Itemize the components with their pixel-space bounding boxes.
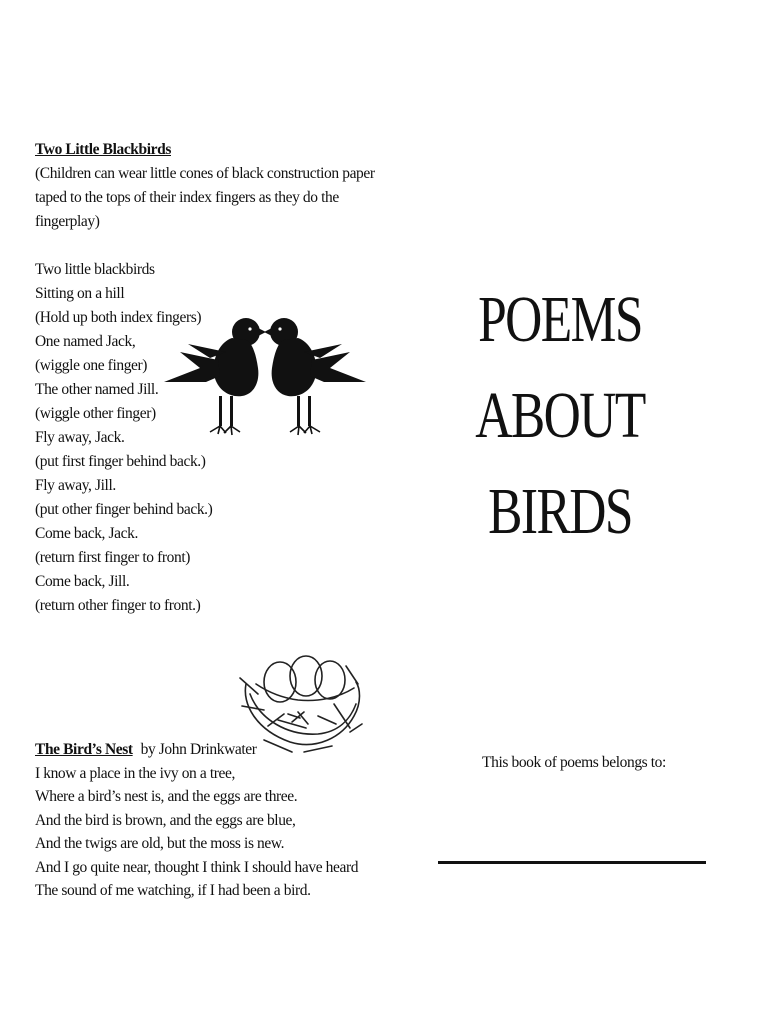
poem-line: Fly away, Jack. — [35, 429, 125, 446]
poem-intro-line: fingerplay) — [35, 213, 100, 230]
cover-title-line: BIRDS — [488, 475, 632, 548]
poem-author: by John Drinkwater — [140, 741, 257, 758]
poem-line: The other named Jill. — [35, 381, 159, 398]
poem-line: (wiggle one finger) — [35, 357, 148, 374]
poem-line: Fly away, Jill. — [35, 477, 116, 494]
poem-the-birds-nest — [35, 738, 365, 903]
left-blackbird-icon — [164, 318, 266, 426]
poem-line: I know a place in the ivy on a tree, — [35, 764, 235, 782]
poem-line: Where a bird’s nest is, and the eggs are three. — [35, 788, 298, 805]
poem-line: (return other finger to front.) — [35, 597, 201, 614]
poem-heading — [35, 738, 365, 762]
poem-line: (return first finger to front) — [35, 549, 190, 566]
poem-intro-line: (Children can wear little cones of black construction paper — [35, 165, 375, 182]
poem-line: And the bird is brown, and the eggs are blue, — [35, 811, 296, 829]
poem-intro-line: taped to the tops of their index fingers as they do the — [35, 189, 339, 206]
poem-line: (Hold up both index fingers) — [35, 309, 202, 326]
cover-title-line: ABOUT — [475, 379, 645, 452]
poem-title: The Bird’s Nest — [35, 741, 133, 758]
poem-line: One named Jack, — [35, 333, 136, 350]
poem-line: The sound of me watching, if I had been a bird. — [35, 882, 311, 899]
poem-line: And the twigs are old, but the moss is new. — [35, 835, 285, 852]
poem-title: Two Little Blackbirds — [35, 141, 171, 158]
blackbirds-icon — [160, 312, 370, 444]
poem-line: And I go quite near, thought I think I should have heard — [35, 858, 359, 876]
cover-title — [466, 272, 653, 560]
belongs-to-label: This book of poems belongs to: — [482, 754, 666, 771]
name-signature-line — [438, 861, 706, 864]
poem-line: (put other finger behind back.) — [35, 501, 213, 518]
poem-line: (wiggle other finger) — [35, 405, 156, 422]
poem-line: (put first finger behind back.) — [35, 453, 206, 470]
poem-line: Two little blackbirds — [35, 261, 155, 278]
poem-line: Sitting on a hill — [35, 285, 125, 302]
right-blackbird-icon — [264, 318, 366, 426]
cover-title-line: POEMS — [478, 283, 642, 356]
stanza-gap — [35, 234, 365, 258]
poem-line: Come back, Jill. — [35, 573, 130, 590]
poem-line: Come back, Jack. — [35, 525, 138, 542]
